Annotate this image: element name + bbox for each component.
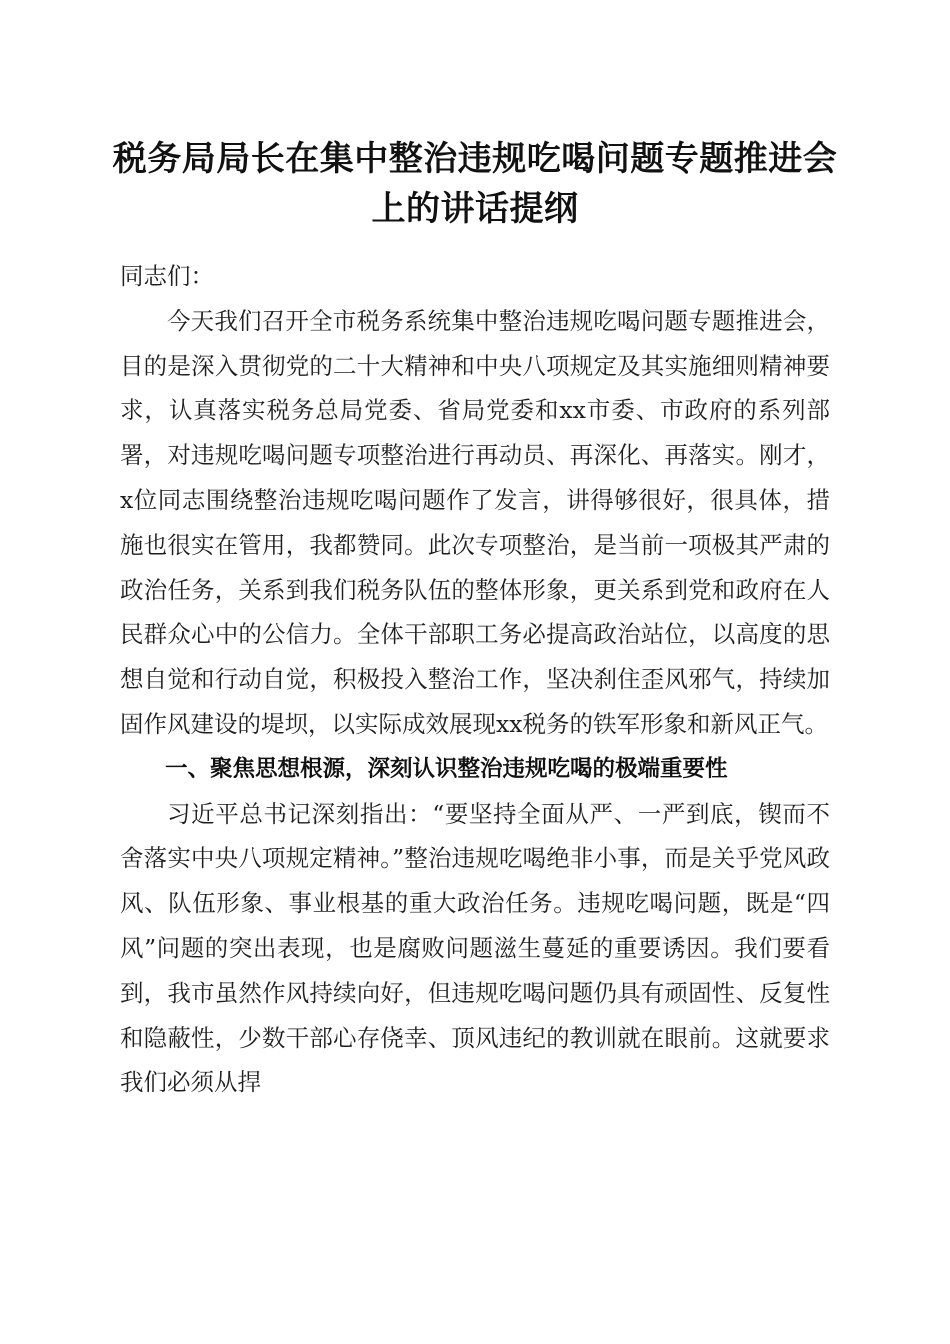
paragraph: 习近平总书记深刻指出：“要坚持全面从严、一严到底，锲而不舍落实中央八项规定精神。”整治违规吃喝绝非小事，而是关乎党风政风、队伍形象、事业根基的重大政治任务。违规吃喝问题，既是“四风”问题的突出表现，也是腐败问题滋生蔓延的重要诱因。我们要看到，我市虽然作风持续向好，但违规吃喝问题仍具有顽固性、反复性和隐蔽性，少数干部心存侥幸、顶风违纪的教训就在眼前。这就要求我们必须从捍 [120, 799, 830, 1097]
document-title: 税务局局长在集中整治违规吃喝问题专题推进会上的讲话提纲 [112, 139, 838, 229]
section-heading: 一、聚焦思想根源，深刻认识整治违规吃喝的极端重要性 [165, 755, 728, 782]
document-body [120, 254, 830, 1105]
paragraph: 今天我们召开全市税务系统集中整治违规吃喝问题专题推进会，目的是深入贯彻党的二十大精神和中央八项规定及其实施细则精神要求，认真落实税务总局党委、省局党委和xx市委、市政府的系列部署，对违规吃喝问题专项整治进行再动员、再深化、再落实。刚才，x位同志围绕整治违规吃喝问题作了发言，讲得够很好，很具体，措施也很实在管用，我都赞同。此次专项整治，是当前一项极其严肃的政治任务，关系到我们税务队伍的整体形象，更关系到党和政府在人民群众心中的公信力。全体干部职工务必提高政治站位，以高度的思想自觉和行动自觉，积极投入整治工作，坚决刹住歪风邪气，持续加固作风建设的堤坝，以实际成效展现xx税务的铁军形象和新风正气。 [120, 306, 830, 738]
salutation: 同志们： [120, 262, 214, 290]
